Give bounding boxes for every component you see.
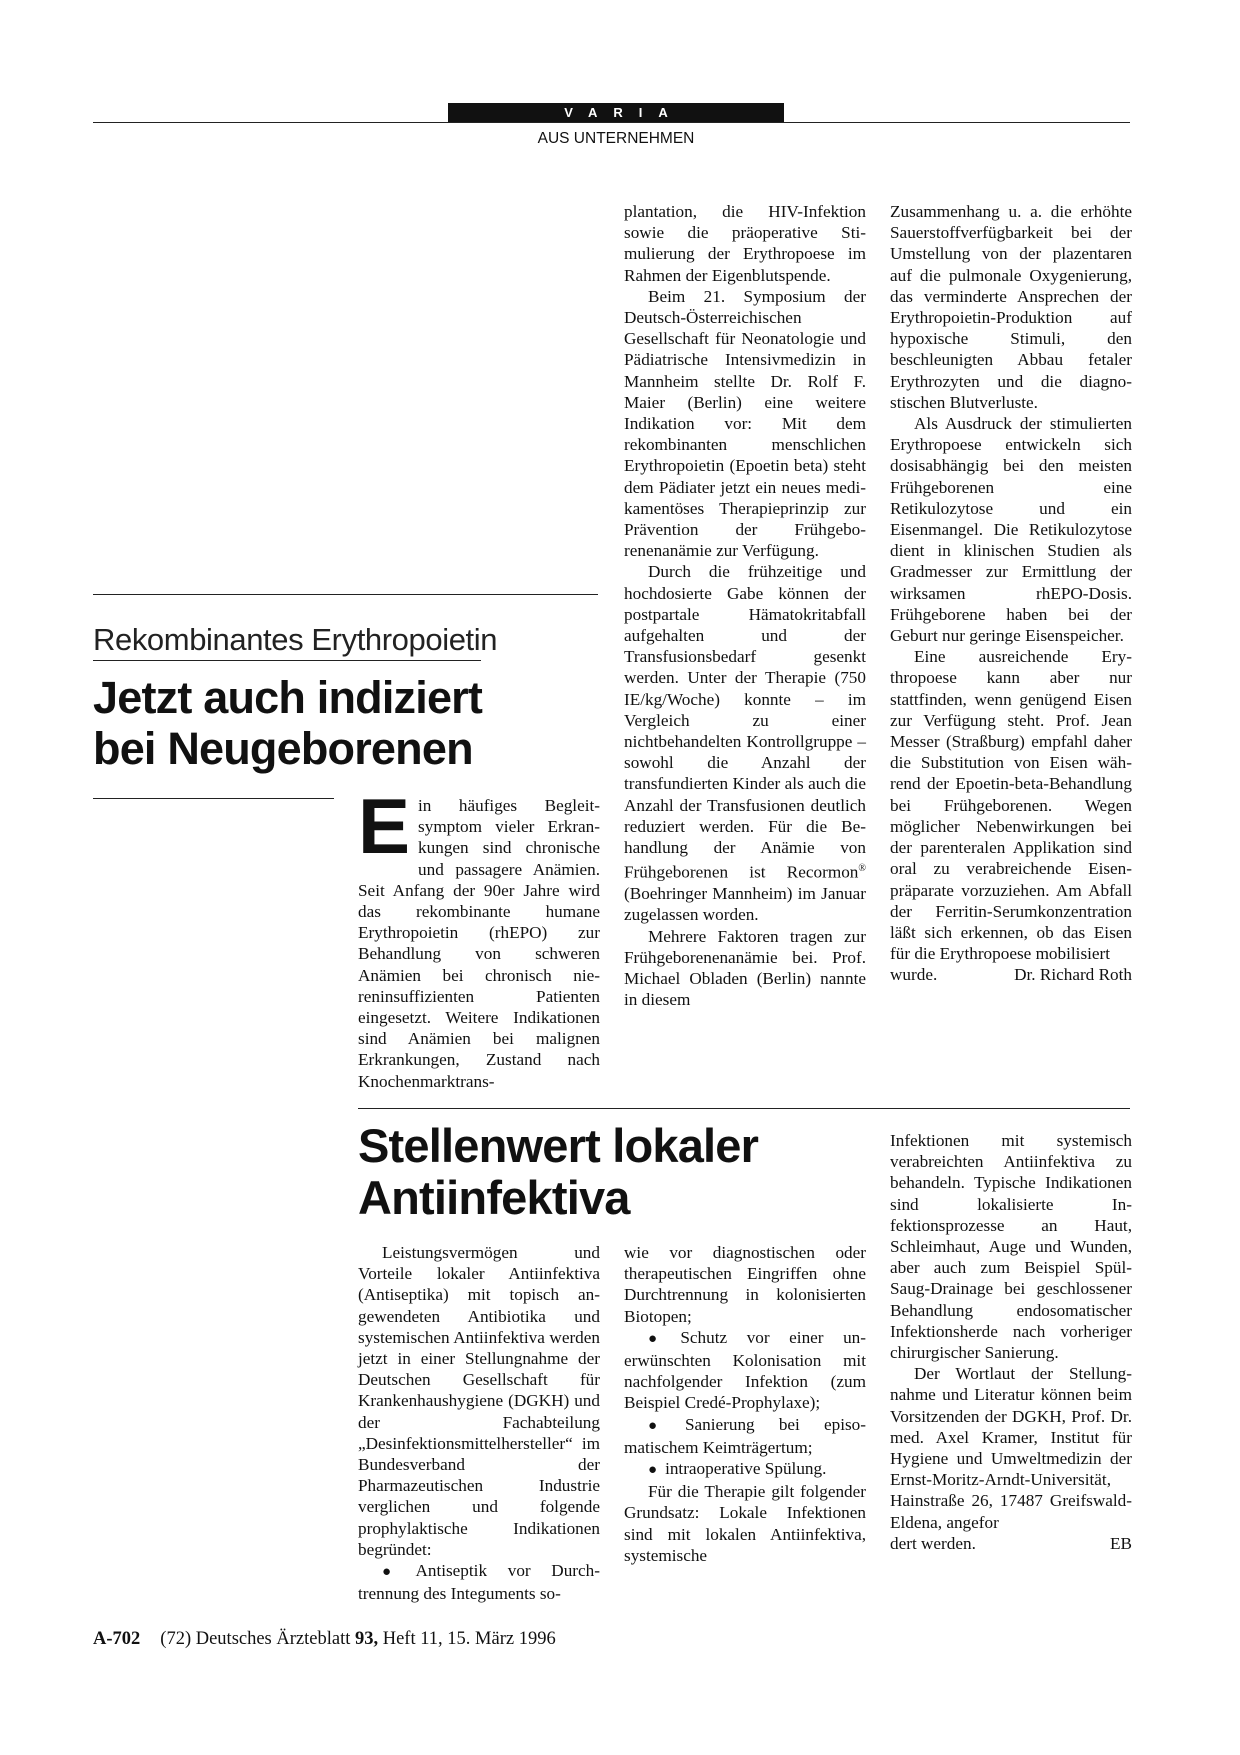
citation: (72) Deutsches Ärzteblatt <box>160 1629 355 1649</box>
article2-headline-line1: Stellenwert lokaler <box>358 1119 759 1172</box>
bullet-item <box>624 1414 866 1458</box>
article1-headline <box>93 672 482 774</box>
article2-column-1 <box>358 1242 600 1604</box>
article2-col2-paragraph-1: wie vor diagnostischen oder therapeutischen Eingriffen ohne Durchtrennung in kolonisierten Biotopen; <box>624 1243 866 1326</box>
article1-col2-paragraph-1: plantation, die HIV-Infektion sowie die präoperative Stimulierung der Erythropoese im Rahmen der Eigenblutspende. <box>624 202 866 285</box>
bullet-text: intraoperative Spülung. <box>665 1459 827 1479</box>
article1-col3-paragraph-3: Eine ausreichende Erythropoese kann aber nur stattfinden, wenn genügend Eisen zur Verfügung steht. Prof. Jean Messer (Straßburg) empfahl daher die Substitution von Eisen während der Epoetin-beta-Behandlung bei Frühgeborenen. Wegen möglicher Nebenwirkungen bei der parenteralen Applikation sind oral zu verabreichende Eisenpräparate vorzuziehen. Am Abfall der Ferritin-Serumkonzentration läßt sich erkennen, ob das Eisen für die Erythropoese mobilisiert <box>890 647 1132 964</box>
article2-author: EB <box>1110 1533 1132 1553</box>
article1-headline-rule <box>93 798 334 799</box>
kicker-underline <box>93 660 481 661</box>
article1-col3-paragraph-2: Als Ausdruck der stimulierten Erythropoese entwickeln sich dosisabhängig bei den meisten Frühgeborenen eine Retikulozytose und ein Eisenmangel. Die Retikulozytose dient in klinischen Studien als Gradmesser zur Ermittlung der wirksamen rhEPO-Dosis. Frühgeborene haben bei der Geburt nur geringe Eisenspeicher. <box>890 414 1132 646</box>
article1-column-1 <box>358 782 600 1092</box>
section-label: AUS UNTERNEHMEN <box>537 130 695 147</box>
bullet-dot-icon: ● <box>648 1462 658 1479</box>
volume-number: 93, <box>354 1629 379 1649</box>
article2-top-rule <box>358 1108 1130 1109</box>
bullet-text: Sanierung bei episomatischem Keimträgertum; <box>624 1414 867 1457</box>
recormon-text-cont: (Boehringer Mannheim) im Januar zugelassen worden. <box>624 884 866 925</box>
article2-last-words: dert werden. <box>890 1533 976 1553</box>
page-footer <box>93 1629 556 1650</box>
article1-column-2 <box>624 201 866 1010</box>
article1-headline-line2: bei Neugeborenen <box>93 723 473 774</box>
article1-last-word: wurde. <box>890 965 938 985</box>
article2-column-2 <box>624 1242 866 1566</box>
article2-col2-paragraph-2: Für die Therapie gilt folgender Grundsatz: Lokale Infektionen sind mit lokalen Antiinfektiva, systemische <box>624 1482 866 1565</box>
article2-signature-line <box>890 1533 1132 1554</box>
article1-author: Dr. Richard Roth <box>1014 965 1132 985</box>
article2-column-3 <box>890 1130 1132 1554</box>
article1-kicker: Rekombinantes Erythropoietin <box>93 622 498 657</box>
bullet-text: Antiseptik vor Durchtrennung des Integuments so- <box>358 1561 600 1604</box>
bullet-dot-icon: ● <box>382 1564 408 1581</box>
article2-headline <box>358 1120 758 1224</box>
article1-col2-paragraph-4: Mehrere Faktoren tragen zur Frühgeborenenanämie bei. Prof. Michael Obladen (Berlin) nannte in diesem <box>624 926 866 1010</box>
article1-column-3 <box>890 201 1132 986</box>
article1-signature-line <box>890 964 1132 985</box>
registered-mark: ® <box>858 863 866 875</box>
citation-issue: Heft 11, 15. März 1996 <box>378 1629 556 1649</box>
article1-top-rule <box>93 594 598 595</box>
article1-headline-line1: Jetzt auch indiziert <box>93 672 483 723</box>
header-rule <box>93 122 1130 123</box>
article1-col3-paragraph-1: Zusammenhang u. a. die erhöhte Sauerstoffverfügbarkeit bei der Umstellung von der plazentaren auf die pulmonale Oxygenierung, das verminderte Ansprechen der Erythropoietin-Produktion auf hypoxische Stimuli, den beschleunigten Abbau fetaler Erythrozyten und die diagnostischen Blutverluste. <box>890 202 1132 412</box>
varia-banner: VARIA <box>448 103 784 122</box>
page-number: A-702 <box>93 1629 141 1649</box>
bullet-text: Schutz vor einer unerwünschten Kolonisation mit nachfolgender Infektion (zum Beispiel Credé-Prophylaxe); <box>624 1327 867 1413</box>
bullet-dot-icon: ● <box>648 1417 677 1434</box>
article1-col1-paragraph: in häufiges Begleitsymptom vieler Erkrankungen sind chronische und passagere Anämien. Seit Anfang der 90er Jahre wird das rekombinante humane Erythropoietin (rhEPO) zur Behandlung von schweren Anämien bei chronisch niereninsuffizienten Patienten eingesetzt. Weitere Indikationen sind Anämien bei malignen Erkrankungen, Zustand nach Knochenmarktrans- <box>358 796 600 1091</box>
article2-col3-paragraph-1: Infektionen mit systemisch verabreichten Antiinfektiva zu behandeln. Typische Indikationen sind lokalisierte Infektionsprozesse an Haut, Schleimhaut, Auge und Wunden, aber auch zum Beispiel Spül-Saug-Drainage bei geschlossener Behandlung endosomatischer Infektionsherde nach vorheriger chirurgischer Sanierung. <box>890 1131 1132 1363</box>
bullet-item <box>624 1458 866 1481</box>
bullet-item <box>358 1560 600 1604</box>
article2-col3-paragraph-2: Der Wortlaut der Stellungnahme und Literatur können beim Vorsitzenden der DGKH, Prof. Dr. med. Axel Kramer, Institut für Hygiene und Umweltmedizin der Ernst-Moritz-Arndt-Universität, Hainstraße 26, 17487 Greifswald-Eldena, angefor <box>890 1364 1132 1532</box>
recormon-text: Durch die frühzeitige und hochdosierte Gabe können der postpartale Hämatokritabfall aufgehalten und der Transfusionsbedarf gesenkt werden. Unter der Therapie (750 IE/kg/Woche) konnte – im Vergleich zu einer nichtbehandelten Kontrollgruppe – sowohl die Anzahl der transfundierten Kinder als auch die Anzahl der Transfusionen deutlich reduziert werden. Für die Behandlung der Anämie von Frühgeborenen ist Recormon <box>624 562 866 883</box>
drop-cap: E <box>358 782 411 870</box>
bullet-item <box>624 1327 866 1414</box>
article2-headline-line2: Antiinfektiva <box>358 1171 630 1224</box>
bullet-dot-icon: ● <box>648 1330 673 1347</box>
article2-col1-paragraph-1: Leistungsvermögen und Vorteile lokaler Antiinfektiva (Antiseptika) mit topisch angewendeten Antibiotika und systemischen Antiinfektiva werden jetzt in einer Stellungnahme der Deutschen Gesellschaft für Krankenhaushygiene (DGKH) und der Fachabteilung „Desinfektionsmittelhersteller“ im Bundesverband der Pharmazeutischen Industrie verglichen und folgende prophylaktische Indikationen begründet: <box>358 1243 600 1559</box>
article1-col2-paragraph-2: Beim 21. Symposium der Deutsch-Österreichischen Gesellschaft für Neonatologie und Pädiatrische Intensivmedizin in Mannheim stellte Dr. Rolf F. Maier (Berlin) eine weitere Indikation vor: Mit dem rekombinanten menschlichen Erythropoietin (Epoetin beta) steht dem Pädiater jetzt ein neues medikamentöses Therapieprinzip zur Prävention der Frühgeborenenanämie zur Verfügung. <box>624 286 866 561</box>
article1-col2-paragraph-3 <box>624 561 866 925</box>
